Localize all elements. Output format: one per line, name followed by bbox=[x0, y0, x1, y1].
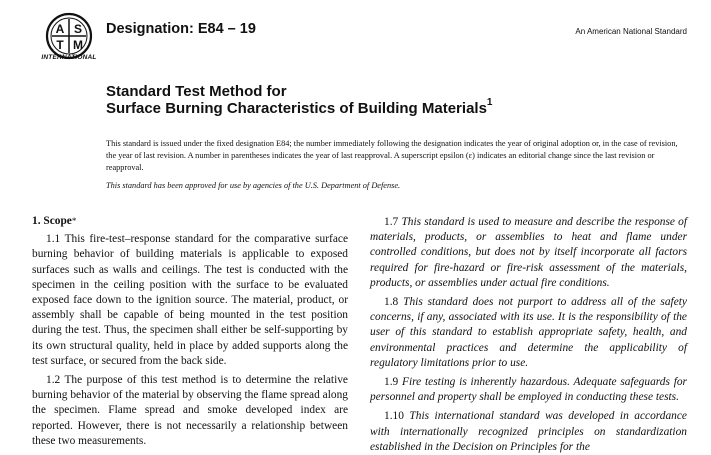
paragraph-1-9-text: Fire testing is inherently hazardous. Adequate safeguards for personnel and property shall be employed in conducting these tests. bbox=[370, 376, 687, 404]
document-title bbox=[106, 83, 492, 117]
national-standard-label: An American National Standard bbox=[575, 27, 687, 36]
paragraph-1-8-number: 1.8 bbox=[384, 296, 399, 309]
paragraph-1-10 bbox=[370, 409, 687, 455]
paragraph-1-8-text: This standard does not purport to address all of the safety concerns, if any, associated with its use. It is the responsibility of the user of this standard to establish appropriate safety, health, and environmental practices and determine the applicability of regulatory limitations prior to use. bbox=[370, 296, 687, 369]
designation: Designation: E84 – 19 bbox=[106, 21, 256, 37]
paragraph-1-7-number: 1.7 bbox=[384, 216, 399, 228]
svg-text:M: M bbox=[73, 38, 83, 52]
title-line-1: Standard Test Method for bbox=[106, 83, 287, 100]
right-column bbox=[370, 215, 687, 455]
title-footnote-mark[interactable]: 1 bbox=[486, 97, 493, 108]
paragraph-1-2 bbox=[32, 373, 348, 449]
svg-text:S: S bbox=[73, 22, 83, 36]
paragraph-1-10-number: 1.10 bbox=[384, 410, 404, 423]
paragraph-1-10-text: This international standard was developed in accordance with internationally recognized principles on standardization established in the Decision on Principles for the bbox=[370, 410, 687, 453]
title-line-2-text: Surface Burning Characteristics of Building Materials bbox=[106, 100, 487, 117]
paragraph-1-7-text: This standard is used to measure and describe the response of materials, products, or assemblies to heat and flame under controlled conditions, but does not by itself incorporate all factors required for fire-hazard or fire-risk assessment of the materials, products, or assemblies under actual fire conditions. bbox=[370, 216, 687, 289]
paragraph-1-2-text: The purpose of this test method is to determine the relative burning behavior of the material by observing the flame spread along the specimen. Flame spread and smoke developed index are reported. However, there is not necessarily a relationship between these two measurements. bbox=[32, 374, 348, 447]
issuance-note: This standard is issued under the fixed designation E84; the number immediately following the designation indicates the year of original adoption or, in the case of revision, the year of last revision. A number in parentheses indicates the year of last reapproval. A superscript epsilon (ε) indicates an editorial change since the last revision or reapproval. bbox=[106, 139, 678, 172]
paragraph-1-9 bbox=[370, 375, 687, 405]
logo-international-text: INTERNATIONAL bbox=[41, 54, 97, 61]
paragraph-1-2-number: 1.2 bbox=[46, 374, 61, 387]
scope-heading bbox=[32, 214, 348, 229]
paragraph-1-1 bbox=[32, 232, 348, 369]
title-line-2 bbox=[106, 97, 493, 117]
paragraph-1-1-number: 1.1 bbox=[46, 233, 61, 246]
svg-text:T: T bbox=[56, 38, 64, 52]
scope-heading-text: 1. Scope bbox=[32, 215, 72, 227]
paragraph-1-1-text: This fire-test–response standard for the comparative surface burning behavior of building materials is applicable to exposed surfaces such as walls and ceilings. The test is conducted with the specimen in the ceiling position with the surface to be evaluated exposed face down to the ignition source. The material, product, or assembly shall be capable of being mounted in the test position during the test. Thus, the specimen shall either be self-supporting by its own structural quality, held in place by added supports along the test surface, or secured from the back side. bbox=[32, 233, 348, 367]
scope-heading-mark: * bbox=[71, 216, 77, 226]
paragraph-1-8 bbox=[370, 295, 687, 371]
left-column bbox=[32, 211, 348, 449]
approval-note: This standard has been approved for use by agencies of the U.S. Department of Defense. bbox=[106, 181, 401, 190]
paragraph-1-9-number: 1.9 bbox=[384, 376, 399, 389]
paragraph-1-7 bbox=[370, 215, 687, 291]
svg-text:A: A bbox=[55, 22, 65, 36]
